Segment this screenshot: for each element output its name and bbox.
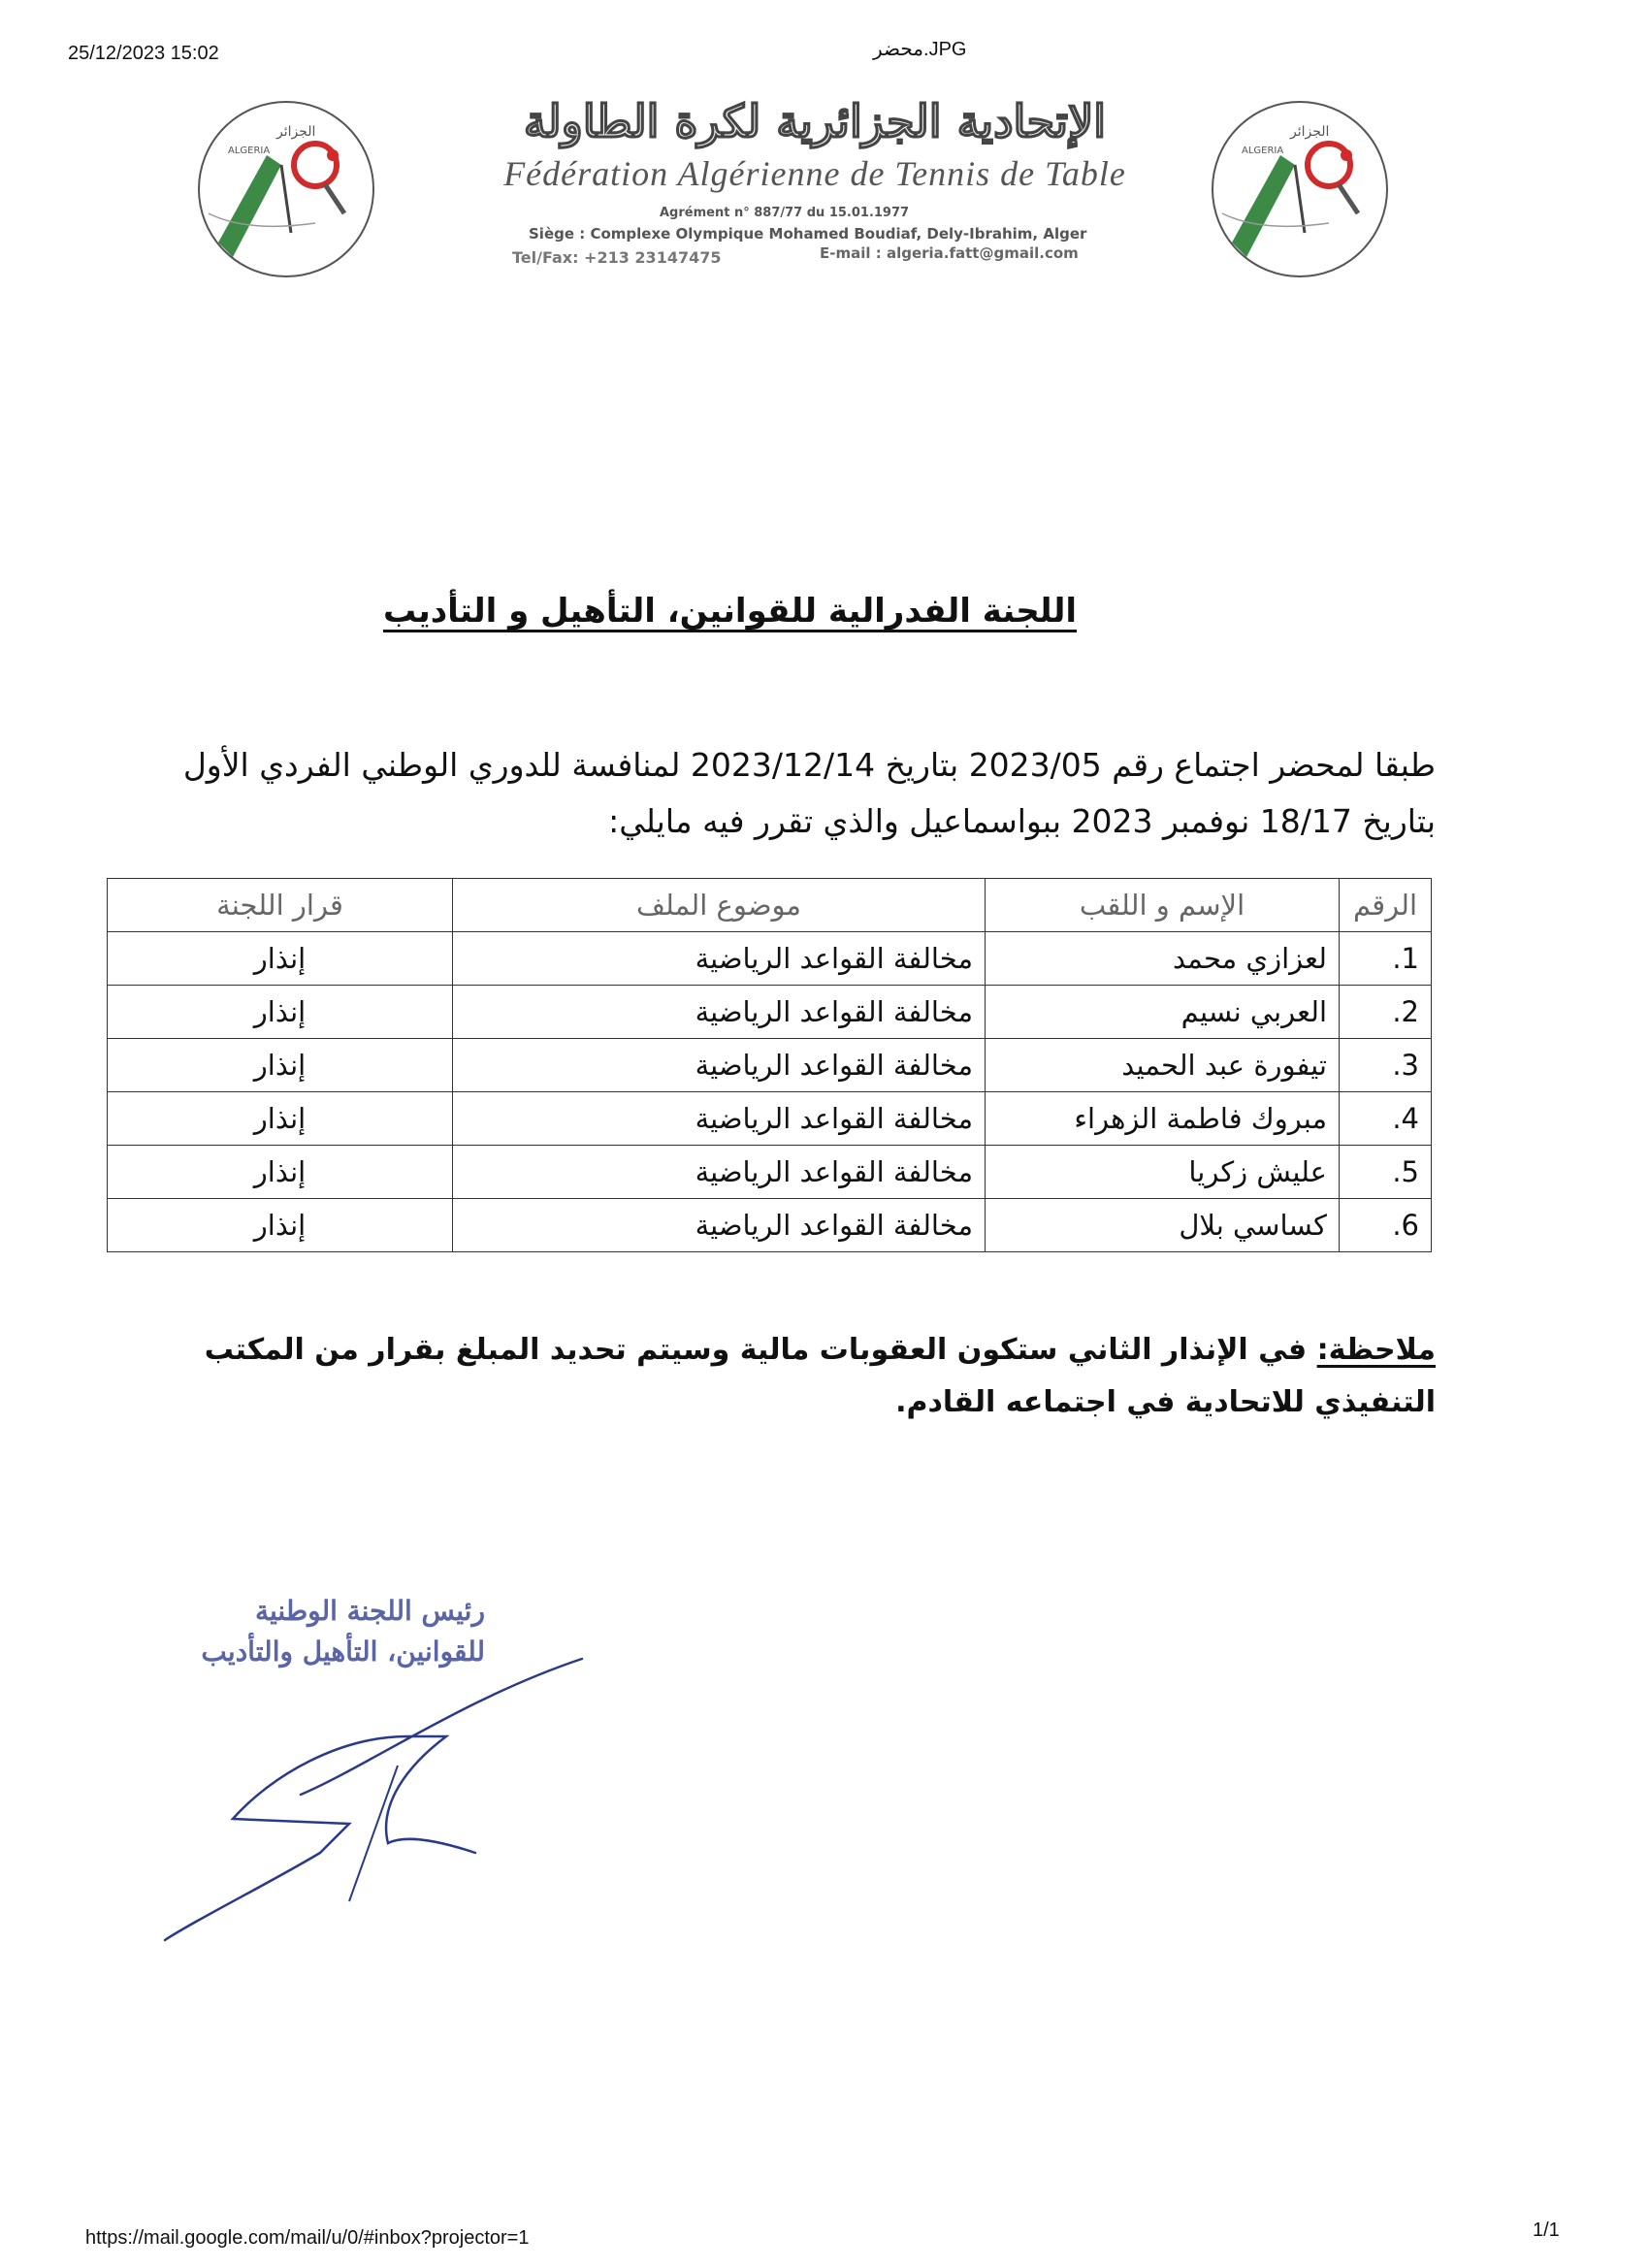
logo-text-ar: الجزائر [1290,124,1330,140]
committee-decision: إنذار [108,1039,453,1092]
row-number: 6. [1340,1199,1432,1252]
committee-decision: إنذار [108,986,453,1039]
handwritten-signature [155,1649,601,1960]
case-subject: مخالفة القواعد الرياضية [453,1146,986,1199]
table-header-row [108,879,1432,932]
table-row [108,932,1432,986]
row-number: 1. [1340,932,1432,986]
committee-decision: إنذار [108,1146,453,1199]
print-page-number: 1/1 [1533,2219,1560,2241]
table-row [108,1146,1432,1199]
table-row [108,986,1432,1039]
table-row [108,1092,1432,1146]
table-row [108,1039,1432,1092]
case-subject: مخالفة القواعد الرياضية [453,1039,986,1092]
player-name: عليش زكريا [986,1146,1340,1199]
case-subject: مخالفة القواعد الرياضية [453,932,986,986]
logo-text-fr: ALGERIA [228,146,271,156]
case-subject: مخالفة القواعد الرياضية [453,1199,986,1252]
decisions-table [107,878,1432,1252]
logo-text-fr: ALGERIA [1242,146,1284,156]
player-name: كساسي بلال [986,1199,1340,1252]
print-date: 25/12/2023 15:02 [68,43,219,64]
email-address: E-mail : algeria.fatt@gmail.com [820,244,1079,262]
case-subject: مخالفة القواعد الرياضية [453,986,986,1039]
tel-fax: Tel/Fax: +213 23147475 [512,248,722,267]
player-name: تيفورة عبد الحميد [986,1039,1340,1092]
header-subject: موضوع الملف [453,879,986,932]
header-number: الرقم [1340,879,1432,932]
player-name: مبروك فاطمة الزهراء [986,1092,1340,1146]
player-name: العربي نسيم [986,986,1340,1039]
stamp-line-2: للقوانين، التأهيل والتأديب [201,1636,485,1668]
agrement-number: Agrément n° 887/77 du 15.01.1977 [660,206,910,220]
note-text: في الإنذار الثاني ستكون العقوبات مالية وسيتم تحديد المبلغ بقرار من المكتب التنفيذي للاتحادية في اجتماعه القادم. [204,1333,1436,1419]
committee-decision: إنذار [108,1199,453,1252]
row-number: 3. [1340,1039,1432,1092]
table-row [108,1199,1432,1252]
stamp-line-1: رئيس اللجنة الوطنية [254,1595,485,1627]
note [102,1324,1436,1429]
federation-name-ar: الإتحادية الجزائرية لكرة الطاولة [523,95,1107,147]
logo-text-ar: الجزائر [276,124,316,140]
committee-decision: إنذار [108,1092,453,1146]
row-number: 5. [1340,1146,1432,1199]
case-subject: مخالفة القواعد الرياضية [453,1092,986,1146]
print-file-title: محضر.JPG [873,39,967,60]
headquarters-address: Siège : Complexe Olympique Mohamed Boudiaf, Dely-Ibrahim, Alger [529,225,1087,243]
federation-logo-right [1203,97,1397,281]
note-label: ملاحظة: [1316,1333,1436,1367]
federation-name-fr: Fédération Algérienne de Tennis de Table [503,154,1126,193]
federation-logo-left [189,97,383,281]
print-url: https://mail.google.com/mail/u/0/#inbox?projector=1 [85,2227,530,2249]
row-number: 4. [1340,1092,1432,1146]
row-number: 2. [1340,986,1432,1039]
player-name: لعزازي محمد [986,932,1340,986]
document-title: اللجنة الفدرالية للقوانين، التأهيل و التأديب [382,592,1077,631]
header-decision: قرار اللجنة [108,879,453,932]
intro-paragraph: طبقا لمحضر اجتماع رقم 2023/05 بتاريخ 2023/12/14 لمنافسة للدوري الوطني الفردي الأول بتاريخ 18/17 نوفمبر 2023 ببواسماعيل والذي تقرر فيه مايلي: [182,746,1436,840]
header-name: الإسم و اللقب [986,879,1340,932]
committee-decision: إنذار [108,932,453,986]
